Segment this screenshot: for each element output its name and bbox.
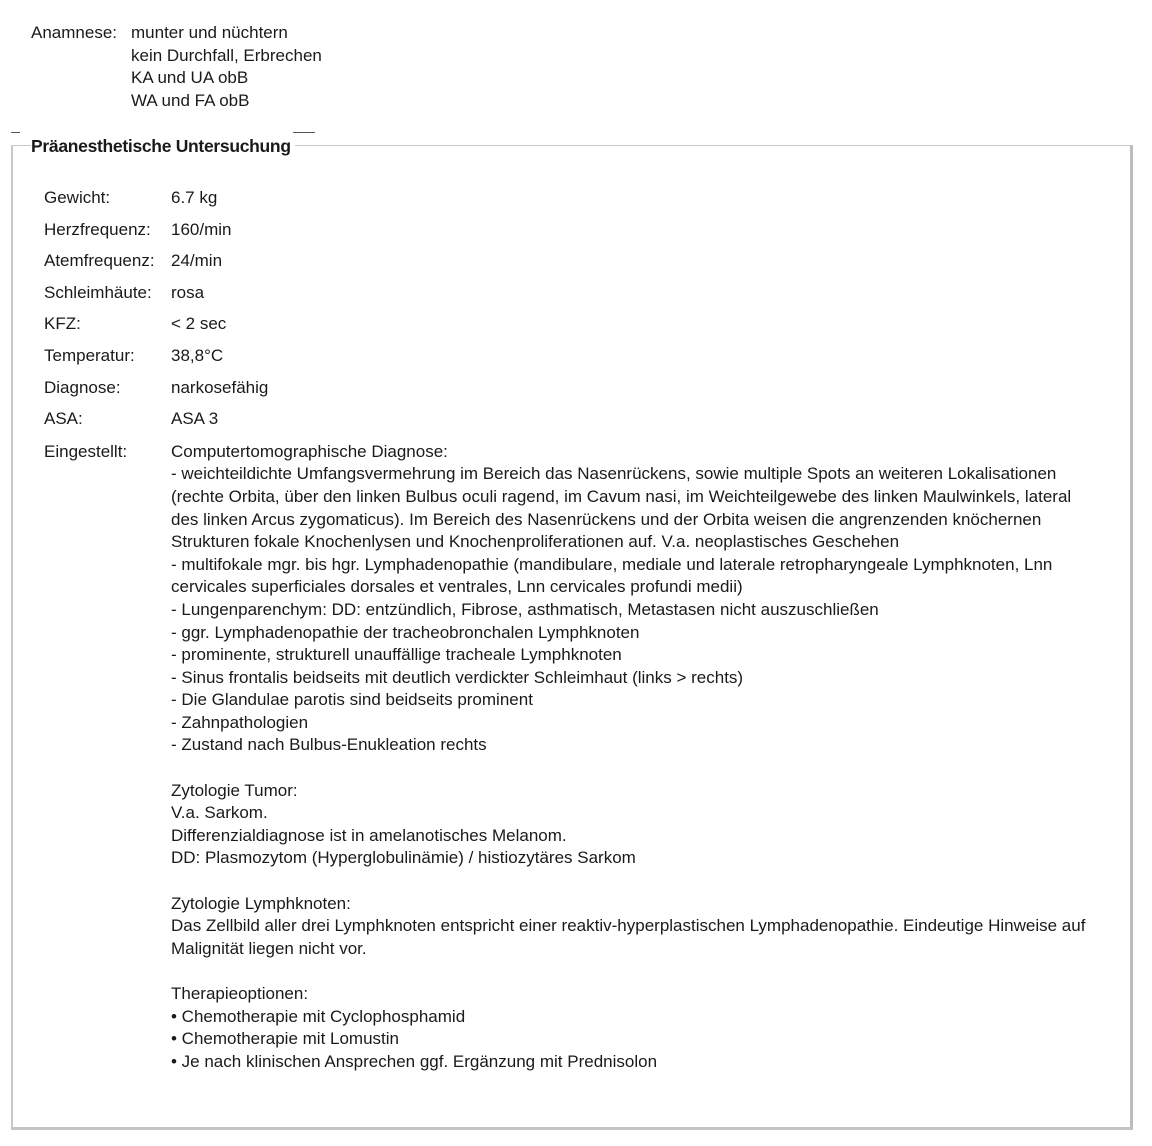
section-title: Präanesthetische Untersuchung: [31, 134, 295, 158]
exam-row-gewicht: [44, 186, 1114, 218]
exam-row-temperatur: [44, 344, 1114, 376]
row-label: Schleimhäute:: [44, 282, 152, 302]
row-value: ASA 3: [171, 409, 219, 429]
exam-row-kfz: [44, 312, 1114, 344]
anamnese-line: munter und nüchtern: [131, 23, 288, 42]
row-label: Eingestellt:: [44, 441, 128, 461]
exam-row-atemfrequenz: [44, 249, 1114, 281]
ct-finding: - Zahnpathologien: [171, 712, 309, 732]
therapy-heading: Therapieoptionen:: [171, 984, 309, 1003]
zyto-lymph-text: Das Zellbild aller drei Lymphknoten entspricht einer reaktiv-hyperplastischen Lymphadenopathie. Eindeutige Hinweise auf Malignität liegen nicht vor.: [171, 916, 1086, 958]
ct-finding: - multifokale mgr. bis hgr. Lymphadenopathie (mandibulare, mediale und laterale retropharyngeale Lymphknoten, Lnn cervicales superficiales dorsales et ventrales, Lnn cervicales profundi medii): [171, 554, 1053, 597]
row-label: KFZ:: [44, 314, 81, 334]
row-label: Herzfrequenz:: [44, 219, 151, 239]
therapy-option: • Chemotherapie mit Lomustin: [171, 1029, 399, 1049]
fieldset-corner-mark: [293, 132, 315, 133]
zyto-tumor-line: DD: Plasmozytom (Hyperglobulinämie) / histiozytäres Sarkom: [171, 848, 636, 868]
anamnese-block: [31, 22, 322, 112]
row-value: 160/min: [171, 219, 232, 239]
ct-finding: - Die Glandulae parotis sind beidseits prominent: [171, 690, 533, 710]
row-label: ASA:: [44, 409, 83, 429]
zyto-tumor-line: Differenzialdiagnose ist in amelanotisches Melanom.: [171, 825, 567, 845]
ct-finding: - ggr. Lymphadenopathie der tracheobronchalen Lymphknoten: [171, 622, 640, 642]
exam-row-diagnose: [44, 376, 1114, 408]
anamnese-line: KA und UA obB: [131, 68, 249, 87]
exam-row-schleimhaeute: [44, 281, 1114, 313]
row-value: narkosefähig: [171, 377, 269, 397]
exam-row-eingestellt: [44, 441, 1114, 1074]
eingestellt-content: [171, 441, 1101, 1074]
row-value: 38,8°C: [171, 345, 224, 365]
zyto-tumor-line: V.a. Sarkom.: [171, 803, 268, 823]
zyto-lymph-heading: Zytologie Lymphknoten:: [171, 893, 351, 913]
row-label: Diagnose:: [44, 377, 121, 397]
row-value: 6.7 kg: [171, 188, 218, 207]
ct-finding: - Sinus frontalis beidseits mit deutlich verdickter Schleimhaut (links > rechts): [171, 667, 744, 687]
row-value: rosa: [171, 282, 205, 302]
exam-row-herzfrequenz: [44, 218, 1114, 250]
row-value: < 2 sec: [171, 314, 227, 334]
exam-row-asa: [44, 407, 1114, 439]
anamnese-line: WA und FA obB: [131, 90, 250, 110]
row-label: Temperatur:: [44, 345, 135, 365]
ct-finding: - weichteildichte Umfangsvermehrung im Bereich das Nasenrückens, sowie multiple Spots an weiteren Lokalisationen (rechte Orbita, über den linken Bulbus oculi ragend, im Cavum nasi, im Weichteilgewebe des linken Maulwinkels, lateral des linken Arcus zygomaticus). Im Bereich des Nasenrückens und der Orbita weisen die angrenzenden knöchernen Strukturen fokale Knochenlysen und Knochenproliferationen auf. V.a. neoplastisches Geschehen: [171, 464, 1072, 552]
paragraph-gap: [171, 757, 1101, 780]
paragraph-gap: [171, 960, 1101, 983]
therapy-option: • Chemotherapie mit Cyclophosphamid: [171, 1006, 466, 1026]
fieldset-corner-mark: [11, 132, 20, 133]
row-label: Atemfrequenz:: [44, 251, 155, 271]
ct-finding: - Zustand nach Bulbus-Enukleation rechts: [171, 735, 487, 755]
paragraph-gap: [171, 870, 1101, 893]
therapy-option: • Je nach klinischen Ansprechen ggf. Ergänzung mit Prednisolon: [171, 1051, 658, 1071]
zyto-tumor-heading: Zytologie Tumor:: [171, 780, 298, 800]
ct-finding: - Lungenparenchym: DD: entzündlich, Fibrose, asthmatisch, Metastasen nicht auszuschließen: [171, 599, 879, 619]
exam-rows: [44, 186, 1114, 1073]
row-value: 24/min: [171, 251, 223, 271]
anamnese-line: kein Durchfall, Erbrechen: [131, 45, 322, 65]
anamnese-lines: [131, 22, 322, 112]
anamnese-label: Anamnese:: [31, 23, 117, 42]
ct-heading: Computertomographische Diagnose:: [171, 441, 448, 461]
ct-finding: - prominente, strukturell unauffällige tracheale Lymphknoten: [171, 645, 622, 665]
row-label: Gewicht:: [44, 188, 111, 207]
